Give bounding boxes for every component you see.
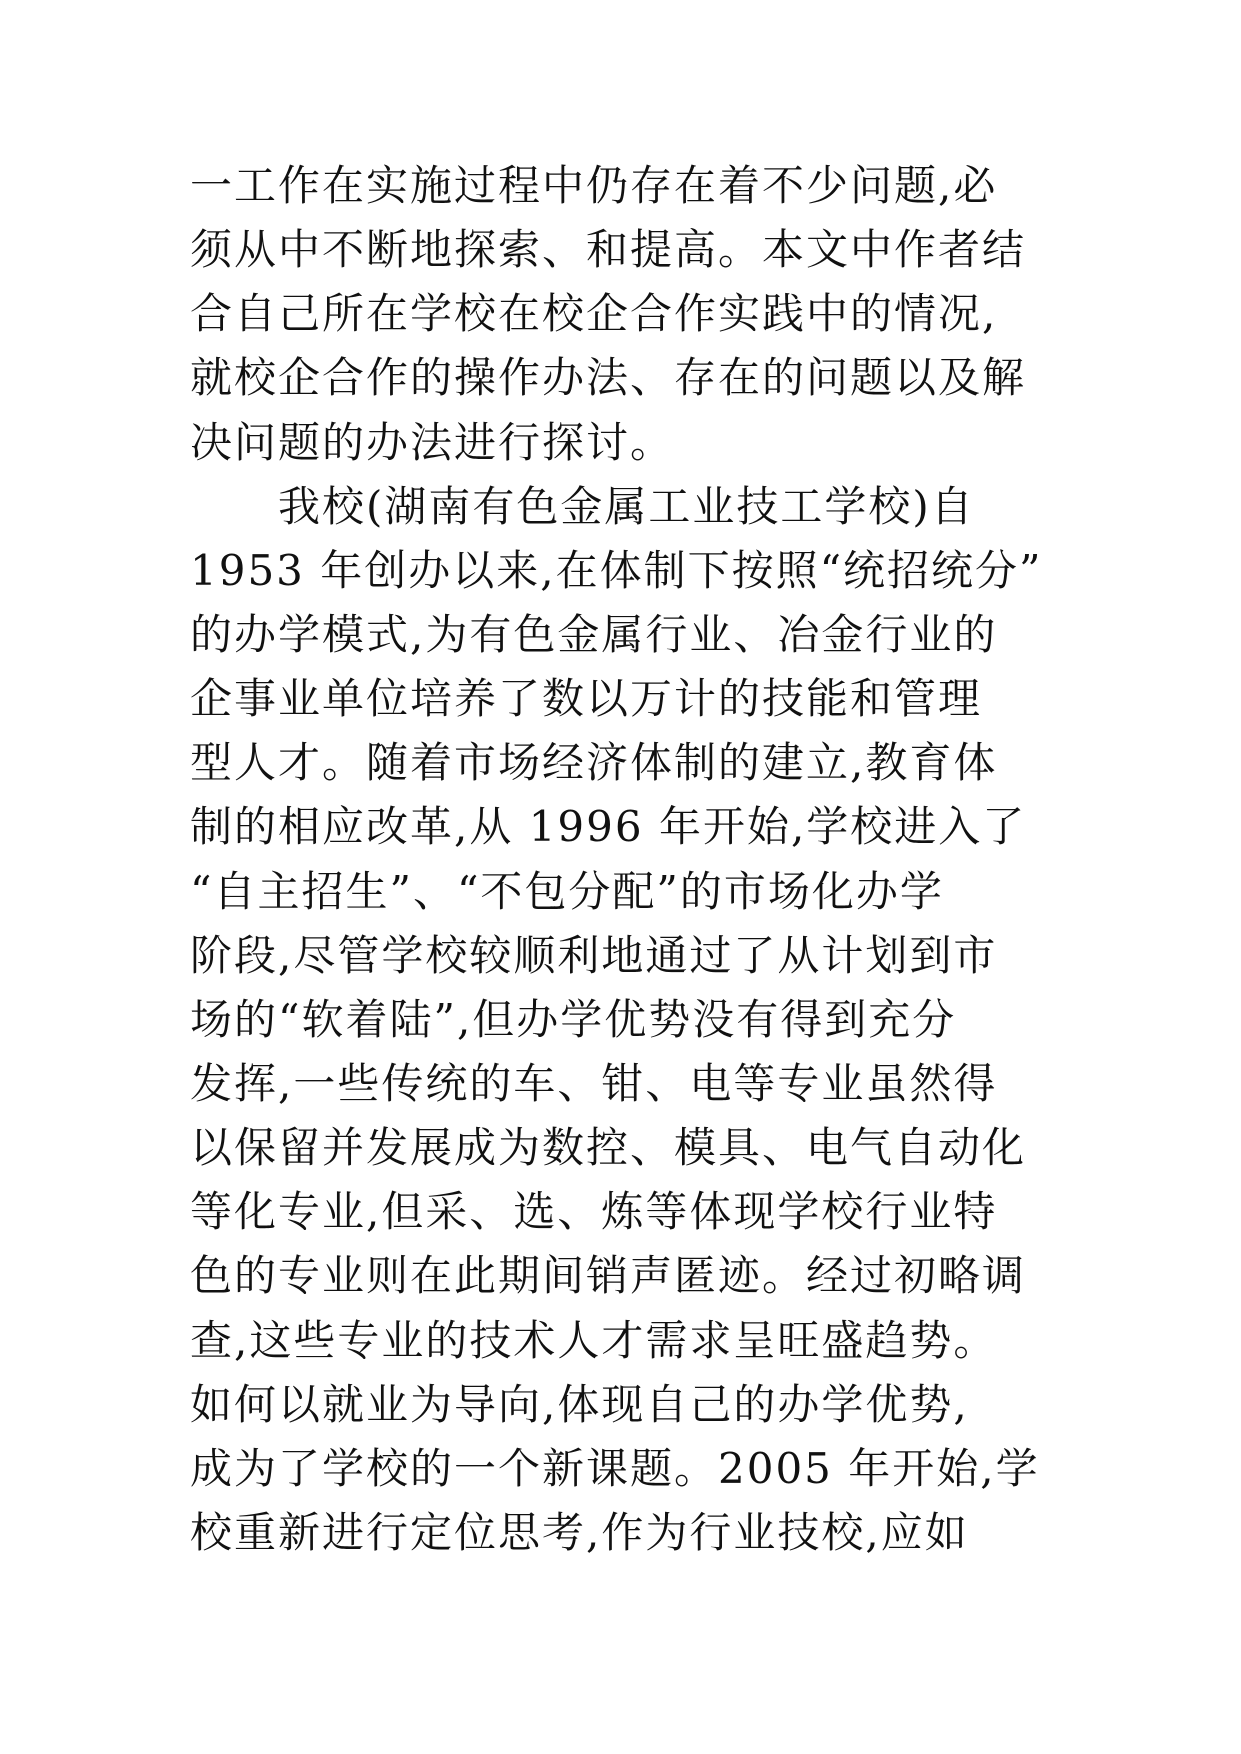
- text-line: 须从中不断地探索、和提高。本文中作者结: [190, 225, 1027, 275]
- text-line: 制的相应改革,从 1996 年开始,学校进入了: [190, 802, 1027, 852]
- text-line: 一工作在实施过程中仍存在着不少问题,必: [190, 161, 998, 210]
- text-line: 决问题的办法进行探讨。: [190, 417, 675, 467]
- text-line: 1953 年创办以来,在体制下按照“统招统分”: [190, 545, 1043, 595]
- text-line: “自主招生”、“不包分配”的市场化办学: [190, 866, 944, 916]
- text-line: 成为了学校的一个新课题。2005 年开始,学: [190, 1443, 1040, 1493]
- text-line: 以保留并发展成为数控、模具、电气自动化: [190, 1123, 1027, 1173]
- text-line: 阶段,尽管学校较顺利地通过了从计划到市: [190, 930, 998, 980]
- text-line: 企事业单位培养了数以万计的技能和管理: [190, 674, 983, 724]
- text-line: 校重新进行定位思考,作为行业技校,应如: [190, 1507, 969, 1557]
- paragraph: [190, 475, 1090, 1565]
- body-text: [190, 154, 1090, 1565]
- text-line: 等化专业,但采、选、炼等体现学校行业特: [190, 1187, 998, 1237]
- text-line: 查,这些专业的技术人才需求呈旺盛趋势。: [190, 1315, 998, 1365]
- text-line: 我校(湖南有色金属工业技工学校)自: [278, 481, 975, 531]
- paragraph: [190, 154, 1090, 475]
- text-line: 如何以就业为导向,体现自己的办学优势,: [190, 1379, 969, 1429]
- text-line: 场的“软着陆”,但办学优势没有得到充分: [190, 994, 957, 1044]
- text-line: 合自己所在学校在校企合作实践中的情况,: [190, 289, 998, 339]
- text-line: 色的专业则在此期间销声匿迹。经过初略调: [190, 1251, 1027, 1301]
- text-line: 的办学模式,为有色金属行业、冶金行业的: [190, 609, 998, 659]
- text-line: 型人才。随着市场经济体制的建立,教育体: [190, 738, 998, 788]
- text-line: 发挥,一些传统的车、钳、电等专业虽然得: [190, 1058, 998, 1108]
- text-line: 就校企合作的操作办法、存在的问题以及解: [190, 353, 1027, 403]
